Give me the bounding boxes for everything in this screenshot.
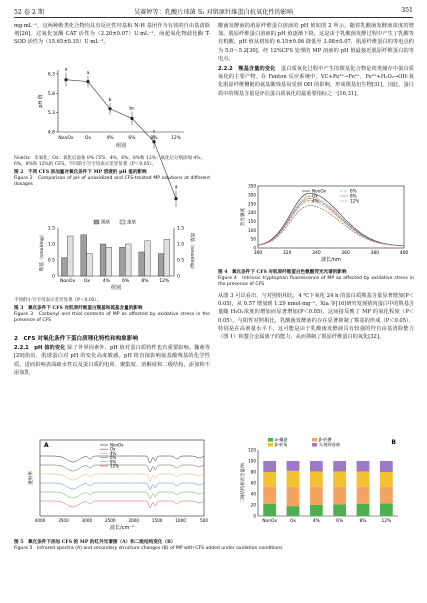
significance-letter: a (64, 67, 68, 73)
y-tick-label: 0 (253, 513, 256, 519)
legend-label: 4% (110, 450, 117, 456)
bar (125, 244, 131, 276)
y-axis-label: 透射率 (29, 471, 34, 485)
bar-segment (357, 486, 370, 504)
bar-segment (287, 471, 300, 486)
bar-segment (357, 471, 370, 486)
data-point (108, 107, 111, 110)
spectrum-line (258, 193, 404, 246)
x-tick-label: 500 (200, 518, 208, 523)
y-tick-label: 100 (248, 227, 256, 233)
legend-label: 无规则卷曲 (319, 442, 340, 447)
x-tick-label: NonOx (60, 279, 76, 284)
y-tick-label: 50 (250, 236, 256, 242)
y-tick-label: 350 (248, 183, 256, 189)
x-tick-label: 3000 (81, 518, 93, 523)
x-tick-label: 8% (359, 519, 367, 524)
x-tick-label: Ox (84, 136, 92, 141)
x-tick-label: Ox (289, 519, 297, 524)
significance-letter: c (152, 129, 156, 135)
figure-4-caption-en: Figure 4 Intrinsic tryptophan fluorescence of MP as affected by oxidative stress in the presence of CFS (218, 276, 414, 288)
figure-4-caption-block (218, 270, 414, 289)
y-tick-label: 5.8 (47, 91, 55, 97)
data-point (130, 117, 133, 120)
x-tick-label: 2000 (128, 518, 140, 523)
bar-segment (380, 503, 393, 516)
significance-letter: b (108, 97, 112, 103)
y-tick-label: 60 (250, 480, 256, 486)
significance-letter: d (174, 185, 178, 191)
x-tick-label: NonOx (58, 136, 74, 141)
y-axis-label: 羰基（nmol/mg） (40, 232, 45, 272)
figure-5-caption-en: Figure 5 Infrared spectra (A) and secondary structure changes (B) of MP with CFS added under oxidation conditions (14, 546, 283, 552)
y-tick-label: 200 (248, 210, 256, 216)
x-tick-label: 1500 (151, 518, 163, 523)
legend-label: 12% (350, 198, 360, 204)
bar (87, 254, 93, 276)
x-tick-label: 4% (312, 519, 320, 524)
legend-label: 8% (350, 193, 357, 199)
y-tick-label: 100 (248, 458, 256, 464)
y-axis-label: pH 值 (38, 94, 44, 108)
x-tick-label: 300 (253, 251, 263, 256)
y-tick-label: 1.5 (47, 226, 55, 232)
y-right-tick-label: 0 (177, 274, 180, 280)
figure-3-caption-cn: 图 3 氧化条件下 CFS 对肌原纤维蛋白羰基和巯基含量的影响 (14, 306, 143, 311)
bar-segment (333, 504, 346, 516)
bar-segment (310, 486, 323, 505)
y-tick-label: 0.5 (47, 258, 55, 264)
bar-segment (263, 472, 276, 486)
legend-label: 8% (110, 459, 117, 465)
bar (100, 244, 106, 276)
paragraph-text: 除了外界因素外，pH 值对蛋白质特性也有重要影响。魏萌等[29]指出，肌球蛋白对 pH 的变化高度敏感。pH 值直接影响氨基酸残基的化学性质，进而影响表面疏水性以及蛋白质的电荷、聚集度、溶解度和二级结构，添加和不添加乳 (14, 345, 210, 376)
right-column-lower (218, 292, 414, 341)
x-axis-label: 组别 (110, 285, 122, 291)
legend-label: NonOx (312, 188, 327, 194)
y-tick-label: 6.3 (47, 72, 55, 78)
x-tick-label: 3500 (58, 518, 69, 523)
figure-4-chart (218, 180, 414, 268)
x-tick-label: 1000 (175, 518, 186, 523)
bar-segment (333, 486, 346, 504)
figure-3-chart (14, 218, 210, 296)
spectrum-line (40, 456, 204, 463)
figure-2-note: NonOx：未氧化；Ox：氧化后添加 0% CFS；4%、6%、8%和 12%：氧化后分别添加 4%、6%、8%和 12%的 CFS。不同的小写字母表示差异显著（P＜0.05）。 (14, 156, 206, 167)
bar-segment (263, 461, 276, 472)
y-axis-label: 二级结构相对含量/% (241, 462, 246, 504)
paragraph: 酸菌发酵液的肌原纤维蛋白溶液的 pH 值如图 2 所示。随着乳酸菌发酵液浓度的增加，肌原纤维蛋白溶液的 pH 值逐渐下降，这是由于乳酸菌发酵过程中产生了乳酸等有机酸，pH 值从初始的 6.15±0.06 降低至 3.08±0.07，肌原纤维蛋白的等电点约为 5.0～5.2[30]，经 12%CFS 处理的 MP 溶液的 pH 值最接近肌原纤维蛋白的等电点。 (218, 23, 414, 62)
y-tick-label: 1.0 (47, 242, 55, 248)
paragraph-text: 蛋白质氧化过程中产生的羰基化合物是肉类储存中蛋白质氧化的主要产物。在 Fenton 反应系统中，VC+Fe³⁺→Fe²⁺，Fe²⁺+H₂O₂→OH·氧化肌原纤维侧链的氨基酸残基易受到 OH 的影响，形成羰基衍生物[31]。因此，蛋白质中的羰基含量是评估蛋白质氧化的最重要指标之一[16,31]。 (218, 66, 414, 97)
y-tick-label: 120 (248, 447, 256, 453)
right-column (218, 22, 414, 98)
bar-segment (380, 486, 393, 503)
y-tick-label: 40 (250, 491, 256, 497)
significance-letter: a (86, 70, 90, 76)
y-right-tick-label: 1.5 (177, 226, 185, 232)
y-right-tick-label: 0.5 (177, 258, 185, 264)
spectrum-line (258, 198, 404, 245)
legend-label: β-折叠 (319, 437, 332, 442)
plot-frame (258, 186, 404, 248)
bar-segment (263, 504, 276, 516)
issue-label: 52 卷 2 期 (14, 9, 45, 16)
figure-3-note: 不同的小写字母表示差异显著（P＜0.05）。 (14, 298, 102, 303)
legend-label: 羰基 (101, 220, 110, 226)
bar-segment (333, 471, 346, 486)
legend-label: 12% (110, 463, 119, 469)
spectrum-line (40, 501, 204, 508)
x-tick-label: 4000 (34, 518, 46, 523)
legend-label: 4% (312, 198, 319, 204)
bar-segment (287, 486, 300, 506)
y-tick-label: 5.3 (47, 111, 55, 117)
x-tick-label: 360 (341, 251, 350, 256)
legend-label: Ox (312, 193, 318, 199)
data-point (174, 197, 177, 200)
x-tick-label: 400 (399, 251, 409, 256)
y-right-tick-label: 1.0 (177, 242, 185, 248)
legend-label: 6% (350, 188, 357, 194)
x-tick-label: 2500 (104, 518, 116, 523)
subsection-heading: 2.2.1 pH 值的变化 (14, 345, 66, 352)
x-tick-label: 12% (381, 519, 392, 524)
legend-swatch (312, 438, 317, 442)
y-axis-right-label: 巯基（nmol/mg） (189, 232, 194, 272)
legend-label: 6% (110, 455, 117, 461)
spectrum-line (40, 474, 204, 481)
y-axis-label: 荧光强度 (241, 207, 246, 227)
x-axis-label: 波长/nm (321, 257, 341, 263)
x-tick-label: 8% (150, 136, 158, 141)
x-tick-label: 8% (141, 279, 149, 284)
y-tick-label: 4.8 (47, 130, 55, 136)
spectrum-line (258, 202, 404, 246)
y-tick-label: 80 (250, 469, 256, 475)
bar-segment (357, 461, 370, 471)
spectrum-line (258, 206, 404, 246)
x-tick-label: 4% (102, 279, 110, 284)
page-number: 351 (401, 7, 413, 14)
y-tick-label: 300 (248, 192, 256, 198)
spectrum-line (258, 197, 404, 246)
y-tick-label: 0 (253, 245, 256, 251)
bar-segment (357, 504, 370, 516)
x-tick-label: 340 (312, 251, 321, 256)
subsection-heading: 2.2.2 羰基含量的变化 (218, 66, 276, 73)
legend-swatch (268, 443, 273, 447)
spectrum-line (40, 465, 204, 472)
x-tick-label: 4% (106, 136, 114, 141)
plot-frame (40, 440, 204, 516)
x-tick-label: 6% (128, 136, 136, 141)
legend-label: NonOx (110, 442, 124, 448)
legend-swatch (94, 220, 99, 224)
x-tick-label: 12% (159, 279, 170, 284)
y-tick-label: 150 (248, 219, 256, 225)
running-title: 吴赛婷等：乳酸片球菌 S₁ 对肌原纤维蛋白抗氧化性的影响 (134, 9, 294, 16)
figure-5-caption-cn: 图 5 氧化条件下添加 CFS 的 MP 的红外光谱图（A）和二级结构变化（B） (14, 540, 176, 545)
x-tick-label: 320 (282, 251, 292, 256)
bar (81, 235, 87, 276)
left-column (14, 22, 210, 47)
x-tick-label: NonOx (262, 519, 278, 524)
bar (158, 254, 164, 276)
spectrum-line (40, 483, 204, 490)
legend-label: α-螺旋 (275, 437, 288, 442)
paragraph: 从图 3 可以看出，与对照组相比，4 ℃下氧化 24 h 的蛋白质羰基含量显著增加(P＜0.05)，从 0.57 增加到 1.29 nmol·mg⁻¹。Xia 等[16]研究发现猪肉蛋白中的羰基含量随 H₂O₂浓度的增加而显著增加(P＜0.05)，这间接反映了 MP 的氧化程度（P＜0.05）。与阳性对照相比，乳酸菌发酵液的存在显著抑制了羰基的形成（P＜0.05），特别是在高剂量水平下，这可能是由于乳酸菌发酵液具有较强的羟自由基清除能力（图 1）和螯合金属离子的能力，从而抑制了肌原纤维蛋白的氧化[32]。 (218, 293, 414, 341)
legend-label: 巯基 (127, 220, 136, 226)
bar-segment (310, 461, 323, 471)
legend-label: β-转角 (275, 442, 288, 447)
bar-segment (380, 472, 393, 486)
y-tick-label: 20 (250, 502, 256, 508)
bar (67, 236, 73, 276)
bar (119, 247, 125, 276)
figure-5-caption-block (14, 540, 413, 552)
data-point (64, 78, 67, 81)
spectrum-line (258, 200, 404, 246)
figure-3-caption-block (14, 298, 210, 325)
x-tick-label: Ox (83, 279, 91, 284)
bar-segment (287, 506, 300, 516)
legend-swatch (268, 438, 273, 442)
x-tick-label: 12% (170, 136, 182, 141)
paragraph: mg·mL⁻¹，这两种酚类化合物均具有反应性羟基和 N-H 基团作为有效的自由基清除剂[26]。过氧化氢酶 CAT 活性为（2.20±0.07）U·mL⁻¹，而超氧化物歧化酶 T-SOD 活性为（15.65±0.35）U·mL⁻¹。 (14, 23, 210, 46)
figure-5a-chart (14, 436, 210, 536)
legend-swatch (120, 220, 125, 224)
bar (145, 241, 151, 276)
bar-segment (333, 461, 346, 471)
bar (164, 239, 170, 276)
bar (106, 247, 112, 276)
figure-4-caption-cn: 图 4 氧化条件下 CFS 对肌原纤维蛋白色氨酸荧光光谱的影响 (218, 270, 347, 275)
bar-segment (263, 486, 276, 504)
section-2-block (14, 333, 210, 377)
figure-5b-chart (218, 436, 414, 536)
bar-segment (380, 461, 393, 472)
y-tick-label: 0 (52, 274, 55, 280)
x-axis-label: 组别 (115, 143, 127, 149)
panel-tag: B (391, 439, 396, 446)
bar (61, 258, 67, 276)
bar (139, 252, 145, 276)
figure-2-caption-cn: 图 2 不同 CFS 添加量对氧化条件下 MP 溶液的 pH 值的影响 (14, 170, 147, 175)
paragraph (14, 344, 210, 377)
legend-label: Ox (110, 446, 116, 452)
spectrum-line (40, 492, 204, 499)
x-tick-label: 6% (336, 519, 344, 524)
figure-2-caption-en: Figure 2 Comparison of pH of unoxidized and CFS-treated MP solutions at different dosages (14, 176, 210, 188)
figure-2-caption-block (14, 156, 210, 189)
y-tick-label: 250 (248, 201, 256, 207)
data-point (86, 80, 89, 83)
bar-segment (310, 505, 323, 516)
paragraph (218, 65, 414, 98)
x-tick-label: 380 (370, 251, 380, 256)
figure-3-caption-en: Figure 3 Carbonyl and thiol contents of MP as affected by oxidative stress in the presence of CFS (14, 312, 210, 324)
section-heading: 2 CFS 对氧化条件下蛋白质理化特性和构象影响 (14, 336, 139, 342)
panel-tag: A (44, 442, 49, 449)
bar-segment (310, 471, 323, 486)
bar-segment (287, 461, 300, 471)
legend-swatch (312, 443, 317, 447)
running-header (14, 6, 413, 18)
significance-letter: bc (129, 106, 135, 112)
x-tick-label: 6% (122, 279, 130, 284)
x-axis-label: 波长/cm⁻¹ (110, 525, 134, 531)
